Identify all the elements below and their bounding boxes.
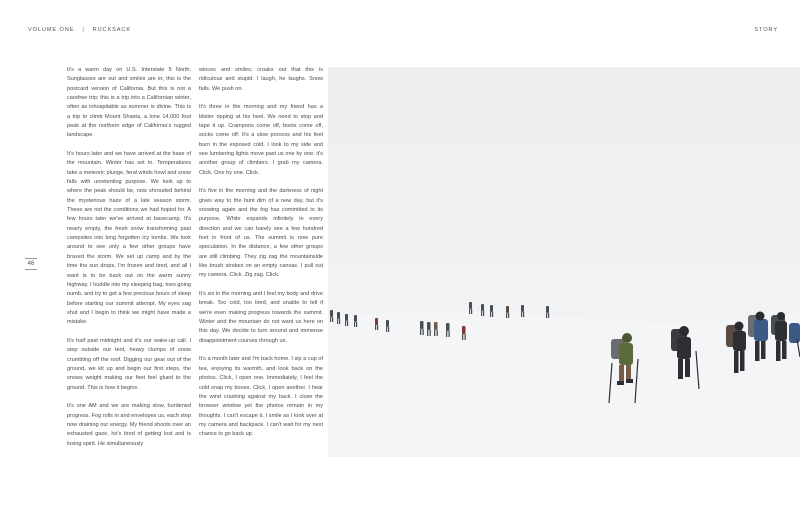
publication-name: RUCKSACK: [92, 27, 131, 33]
paragraph: winces and smiles; croaks out that this is ridiculous and stupid. I laugh, he laughs. Snow falls. We push on.: [199, 67, 323, 92]
paragraph: It's one AM and we are making slow, burdened progress. Fog rolls in and envelopes us, each step now draining our energy. My friend shoots over an exhausted gaze, he's tired of getting lost and is losing spirit. He simultaneously: [67, 403, 191, 447]
paragraph: It's a warm day on U.S. Interstate 5 North. Sunglasses are out and smiles are in; this is the postcard version of California. But this is not a carefree trip; this is a trip into a Californian winter, often as inhospitable as summer is divine. This is a trip to climb Mount Shasta, a lone 14,000 foot peak at the northern edge of California's rugged landscape.: [67, 67, 191, 139]
paragraph: It's hours later and we have arrived at the base of the mountain. Winter has set in. Temperatures take a meteoric plunge, feral winds howl and snow falls with unrelenting purpose. We look up to where the peak should be, now shrouded behind the mysterious haze of a late season storm. These are not the conditions we had hoped for. A few hours later we've arrived at basecamp. It's nearly empty, the fresh snow transforming past campsites into long forgotten icy tombs. We look around to see only a few other groups have braved the storm. We set up camp and by the time the sun drops, I'm frozen and tired, and all I want is to be back out on the warm sunny highway. I huddle into my sleeping bag, toes going numb, and try to get a few precious hours of sleep before starting our summit attempt. My eyes sag shut and I begin to think we might have made a mistake.: [67, 151, 191, 326]
section-label: STORY: [754, 27, 778, 33]
running-header: [28, 27, 131, 33]
page-number: 46: [25, 258, 37, 270]
text-column-left: [67, 66, 191, 458]
paragraph: It's a month later and I'm back home. I sip a cup of tea, enjoying its warmth, and look back on the photos. Click, I open one. Immediately, I feel the cold snap my bones. Click, I open another. I hear the wind crashing against my back. I close the browser window yet the photos remain in my thoughts. I can't escape it. I smile as I look over at my camera and backpack. I can't wait for my next chance to go back up.: [199, 356, 323, 438]
paragraph: It's six in the morning and I feel my body and drive break. Too cold, too tired, and unable to tell if we're even making progress towards the summit. Winter and the mountain do not want us here on this day. We decide to turn around and immense disappointment courses through us.: [199, 291, 323, 344]
paragraph: It's three in the morning and my friend has a blister ripping at his heel. We need to stop and tape it up. Crampons come off, boots come off, socks come off. It's a slow process and his feet burn in the exposed cold. I look to my side and see lumbering lights move past us one by one; it's another group of climbers. I grab my camera. Click. One by one. Click.: [199, 104, 323, 176]
header-separator: |: [82, 27, 85, 33]
paragraph: It's five in the morning and the darkness of night gives way to the faint dim of a new day, but it's snowing again and the fog has committed to its purpose. White expands infinitely in every direction and we can barely see a few hundred feet in front of us. The summit is now pure speculation. In the distance, a few other groups are still climbing. They zig zag the mountainside like brush strokes on an empty canvas. I pull out my camera. Click. Zig zag. Click.: [199, 188, 323, 279]
climbers-photo: [328, 67, 800, 457]
paragraph: It's half past midnight and it's our wake-up call. I step outside our tent, heavy clumps of snow crumbling off the roof. Digging our gear out of the ground, we kit up and begin our first steps, the snows weight making our feet feel glued to the ground. This is how it begins.: [67, 337, 191, 391]
volume-label: VOLUME ONE: [28, 27, 75, 33]
climbers-photo-illustration: [328, 67, 800, 457]
text-column-right: [199, 66, 323, 449]
